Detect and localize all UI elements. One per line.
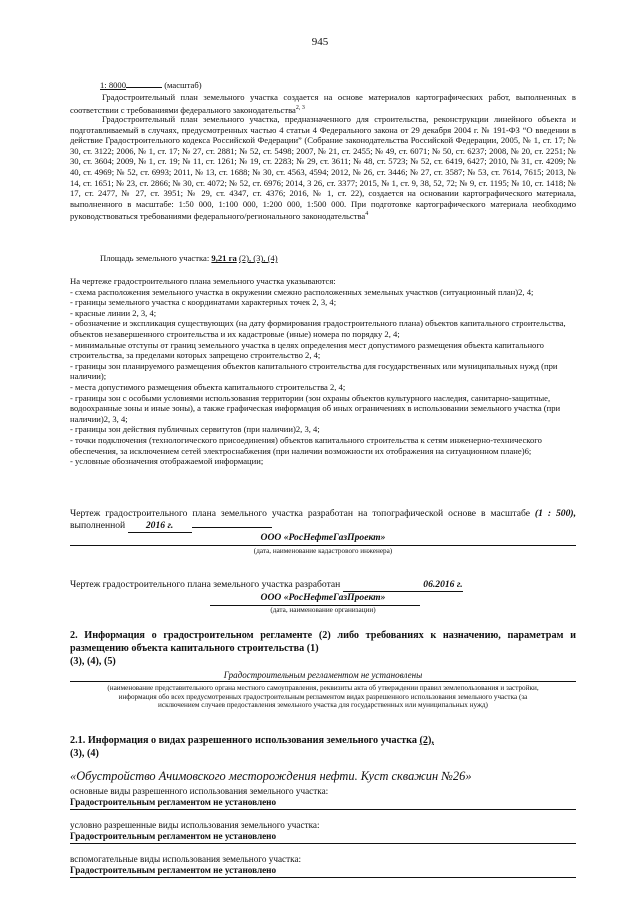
developer-date: 06.2016 г. [343,580,463,592]
topo-year: 2016 г. [128,520,192,533]
area-refs: (2), (3), (4) [238,253,278,263]
scale-line [70,80,576,91]
intro-paragraph-1: Градостроительный план земельного участка создается на основе материалов картографических работ, выполненных в соответствии с требованиями федерального законодательства$^{2, 3}$ [70,92,576,115]
area-value: 9,21 га [211,253,237,263]
drawing-item: - границы зон с особыми условиями использования территории (зон охраны объектов культурного наследия, санитарно-защитные, водоохранные зоны и иные зоны), а также графическая информация об иных ограничениях в использовании земельного участка (при наличии)2, 3, 4; [70,392,561,424]
developer-line: Чертеж градостроительного плана земельного участка разработан 06.2016 г. [70,579,463,590]
topo-scale: (1 : 500), [534,508,576,519]
drawing-item: - обозначение и экспликация существующих (на дату формирования градостроительного плана) объектов капитального строительства, объектов незавершенного строительства и их кадастровые (иные) номера по порядку 2, 4; [70,318,566,339]
section-2-refs: (3), (4), (5) [70,656,116,667]
scale-value: 1: 8000 [100,80,127,90]
area-line [70,253,576,264]
topo-paragraph: Чертеж градостроительного плана земельного участка разработан на топографической основе в масштабе (1 : 500), выполненной 2016 г. [70,508,576,531]
page-number: 945 [311,36,329,48]
drawing-item: - границы зон планируемого размещения объектов капитального строительства для государственных или муниципальных нужд (при наличии); [70,360,558,382]
object-name: «Обустройство Ачимовского месторождения нефти. Куст скважин №26» [70,769,472,783]
drawing-item: - схема расположения земельного участка в окружении смежно расположенных земельных участков (ситуационный план)2, 4; [70,286,534,297]
drawing-item: - границы земельного участка с координатами характерных точек 2, 3, 4; [70,297,337,308]
use-group-main-value: Градостроительным регламентом не установлено [70,797,277,807]
use-group-conditional-label: условно разрешенные виды использования земельного участка: [70,820,320,830]
section-2-1-refs: (3), (4) [70,748,99,759]
topo-org: ООО «РосНефтеГазПроект» [260,532,386,543]
drawing-item: - точки подключения (технологического присоединения) объектов капитального строительства к сетям инженерно-технического обеспечения, за исключением сетей электроснабжения (при наличии возможности их отображения на ситуационном плане)6; [70,434,542,456]
use-group-auxiliary-value: Градостроительным регламентом не установлено [70,865,277,875]
developer-org: ООО «РосНефтеГазПроект» [260,592,386,603]
drawing-item: - условные обозначения отображаемой информации; [70,456,264,467]
use-group-auxiliary-label: вспомогательные виды использования земельного участка: [70,854,302,864]
area-label: Площадь земельного участка: [100,253,210,263]
section-2-value: Градостроительным регламентом не установлены [223,670,423,680]
scale-label: (масштаб) [164,80,202,90]
drawing-list [70,276,576,467]
drawing-intro: На чертеже градостроительного плана земельного участка указываются: [70,276,336,286]
drawing-item: - минимальные отступы от границ земельного участка в целях определения мест допустимого размещения объекта капитального строительства, за пределами которых запрещено строительство 2, 4; [70,339,544,361]
developer-caption: (дата, наименование организации) [270,606,376,614]
section-2-1-heading: 2.1. Информация о видах разрешенного использования земельного участка (2), [70,735,434,746]
drawing-item: - красные линии 2, 3, 4; [70,307,157,318]
use-group-main-label: основные виды разрешенного использования земельного участка: [70,786,329,796]
drawing-item: - места допустимого размещения объекта капитального строительства 2, 4; [70,381,346,392]
topo-caption: (дата, наименование кадастрового инженера) [253,547,393,555]
section-2-caption: (наименование представительного органа местного самоуправления, реквизиты акта об утверждении правил землепользования и застройки, информация обо всех предусмотренных градостроительным регламентом видах разрешенного использования земельного участка (за исключением случаев предоставления земельного участка для государственных или муниципальных нужд) [107,684,539,710]
intro-paragraph-2: Градостроительный план земельного участка, предназначенного для строительства, реконструкции линейного объекта и подготавливаемый в случаях, предусмотренных частью 4 статьи 4 Федерального закона от 29 декабря 2004 г. № 191-ФЗ “О введении в действие Градостроительного кодекса Российской Федерации” (Собрание законодательства Российской Федерации, 2005, № 1, ст. 17; № 30, ст. 3122; 2006, № 1, ст. 17; № 27, ст. 2881; № 52, ст. 5498; 2007, № 21, ст. 2455; № 49, ст. 6071; № 50, ст. 6237; 2008, № 20, ст. 2251; № 30, ст. 3604; 2009, № 1, ст. 19; № 11, ст. 1261; № 19, ст. 2283; № 29, ст. 3611; № 48, ст. 5723; № 52, ст. 6419, 6427; 2010, № 31, ст. 4209; № 40, ст. 4969; № 52, ст. 6993; 2011, № 13, ст. 1688; № 30, ст. 4563, 4594; 2012, № 26, ст. 3446; № 27, ст. 3587; № 53, ст. 7614, 7615; 2013, № 14, ст. 1651; № 23, ст. 2866; № 30, ст. 4072; № 52, ст. 6976; 2014, 3 26, ст. 3377; 2015, № 1, ст. 9, 38, 52, 72; № 9, ст. 1195; № 10, ст. 1418; № 17, ст. 2477, № 27, ст. 3951; № 29, ст. 4347, ст. 4376; 2016, № 1, ст. 22), создается на основании картографического материала, выполненного в масштабе: 1:50 000, 1:100 000, 1:200 000, 1:500 000. При подготовке картографического материала необходимо руководствоваться требованиями федерального/регионального законодательства$^4$ [70,114,576,222]
use-group-conditional-value: Градостроительным регламентом не установлено [70,831,277,841]
section-2-heading: 2. Информация о градостроительном регламенте (2) либо требованиях к назначению, параметрам и размещению объекта капитального строительства (1) [70,630,576,654]
drawing-item: - границы зон действия публичных сервитутов (при наличии)2, 3, 4; [70,424,320,435]
